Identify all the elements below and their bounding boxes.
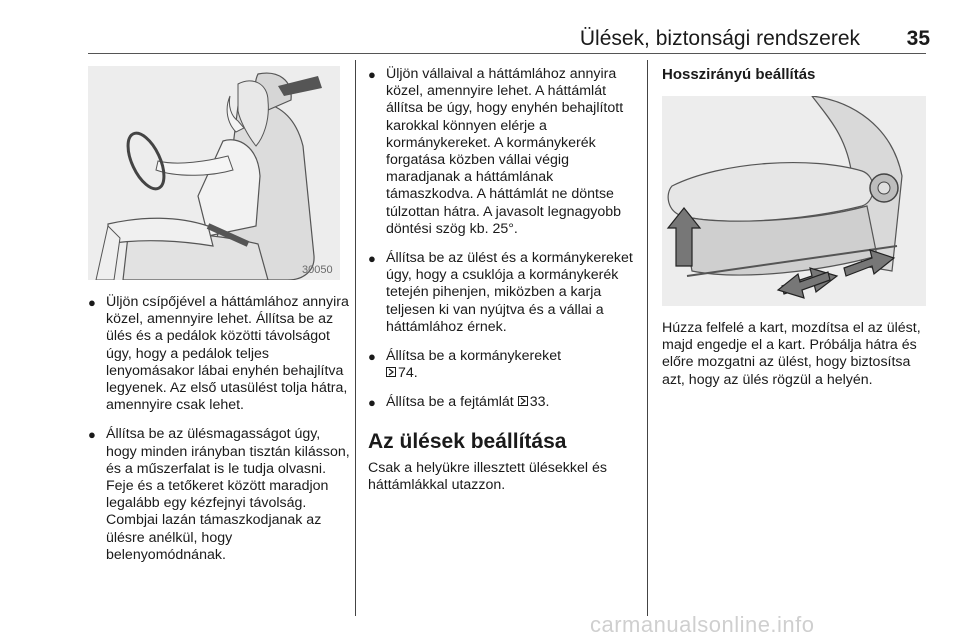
middle-column <box>368 66 638 494</box>
watermark: carmanualsonline.info <box>590 612 815 637</box>
column-divider-right <box>647 60 648 616</box>
page-reference-link[interactable]: 33. <box>529 394 550 411</box>
bullet-icon: ● <box>368 395 376 411</box>
page-reference-icon <box>386 367 396 377</box>
page-number: 35 <box>906 27 930 50</box>
bullet-icon: ● <box>88 427 96 443</box>
page-reference-link[interactable]: 74. <box>398 365 418 382</box>
list-item: ● Állítsa be az ülésmagasságot úgy, hogy minden irányban tisztán kilásson, és a műszerfalat is le tudja olvasni. Feje és a tetőkeret között maradjon legalább egy kézfejnyi távolság. Combjai lazán támaszkodjanak az ülésre anélkül, hogy belenyomódnának. <box>88 426 350 563</box>
right-column <box>662 66 930 84</box>
list-item: ● Üljön csípőjével a háttámlához annyira közel, amennyire lehet. Állítsa be az ülés és a pedálok közötti távolságot úgy, hogy a pedálok teljes lenyomásakor lábai enyhén behajlítva legyenek. Az első utasülést tolja hátra, amennyire csak lehet. <box>88 294 349 414</box>
column-divider-left <box>355 60 356 616</box>
sub-heading: Hosszirányú beállítás <box>662 66 816 83</box>
header-rule <box>88 53 926 54</box>
instruction-text: Húzza felfelé a kart, mozdítsa el az ülést, majd engedje el a kart. Próbálja hátra és előre mozgatni az ülést, hogy biztosítsa azt, hogy az ülés rögzül a helyén. <box>662 320 921 388</box>
list-item: ● Állítsa be a kormánykereket 74. <box>368 348 562 382</box>
bullet-icon: ● <box>368 251 376 267</box>
bullet-icon: ● <box>88 295 96 310</box>
page-header-title: Ülések, biztonsági rendszerek <box>579 27 860 50</box>
bullet-icon: ● <box>368 349 376 365</box>
figure-caption: 30050 <box>302 264 333 276</box>
section-text: Csak a helyükre illesztett ülésekkel és háttámlákkal utazzon. <box>368 459 607 493</box>
seat-adjustment-illustration <box>662 96 926 306</box>
list-item: ● Állítsa be az ülést és a kormánykereket úgy, hogy a csuklója a kormánykerék tetején pihenjen, miközben a karja teljesen ki van nyújtva és a vállai a háttámlához érnek. <box>368 250 633 335</box>
list-item: ● Üljön vállaival a háttámlához annyira közel, amennyire lehet. A háttámlát állítsa be úgy, hogy enyhén behajlított karokkal könnyen elérje a kormánykereket. A kormánykerék forgatása közben vállai végig maradjanak a háttámlának támaszkodva. A háttámlát ne döntse túlzottan hátra. A javasolt legnagyobb döntési szög kb. 25°. <box>368 66 624 237</box>
bullet-icon: ● <box>368 67 376 82</box>
left-column <box>88 294 350 576</box>
section-heading: Az ülések beállítása <box>368 429 567 453</box>
list-item: ● Állítsa be a fejtámlát 33. <box>368 394 550 411</box>
right-column-body <box>662 320 930 389</box>
driver-seated-illustration <box>88 66 340 280</box>
page-reference-icon <box>518 396 528 406</box>
